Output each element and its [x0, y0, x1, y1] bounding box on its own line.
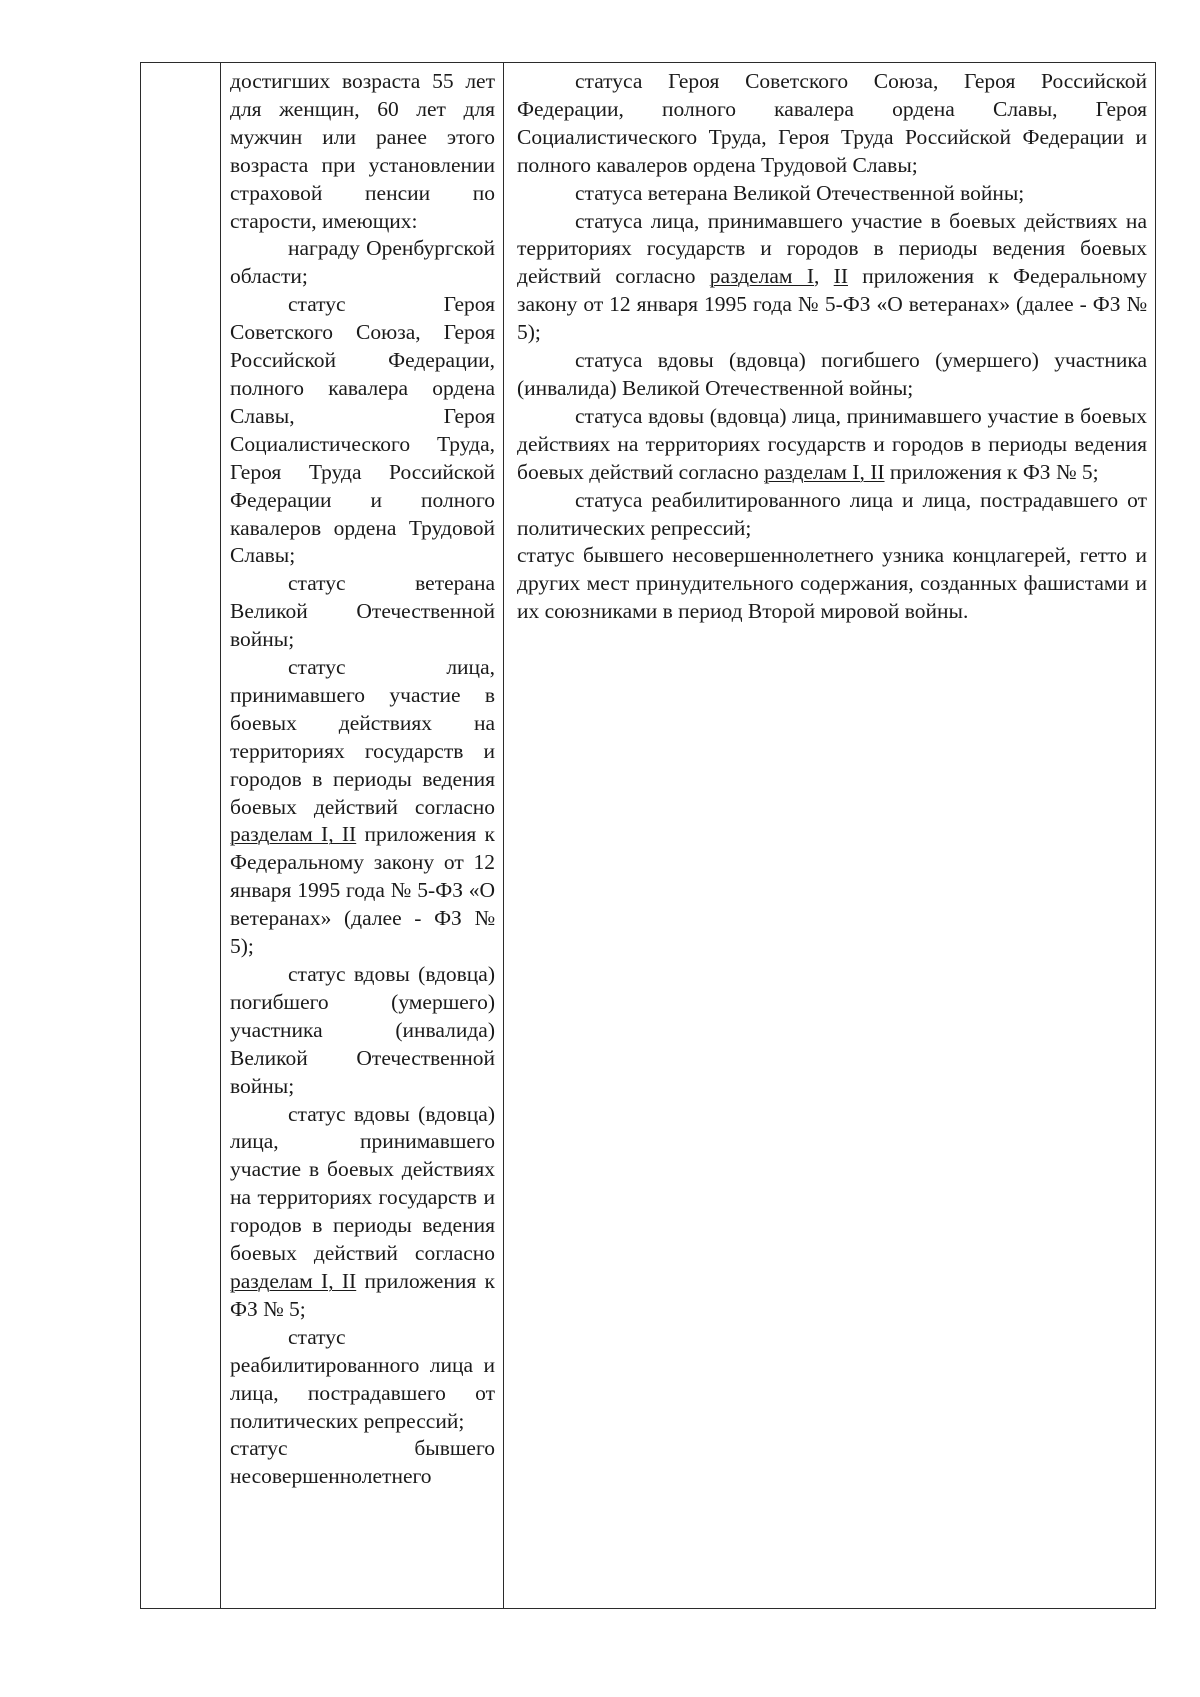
document-table: [140, 62, 1156, 1609]
left-paragraph-widow-wwii: статус вдовы (вдовца) погибшего (умершего) участника (инвалида) Великой Отечественной войны;: [230, 962, 495, 1098]
left-paragraph-widow-combat: статус вдовы (вдовца) лица, принимавшего участие в боевых действиях на территориях государств и городов в периоды ведения боевых действий согласно разделам I, II приложения к ФЗ № 5;: [230, 1101, 495, 1321]
left-paragraph-hero: статус Героя Советского Союза, Героя Российской Федерации, полного кавалера ордена Славы, Героя Социалистического Труда, Героя Труда Российской Федерации и полного кавалеров ордена Трудовой Славы;: [230, 292, 495, 568]
left-paragraph-combat: статус лица, принимавшего участие в боевых действиях на территориях государств и городов в периоды ведения боевых действий согласно разделам I, II приложения к Федеральному закону от 12 января 1995 года № 5-ФЗ «О ветеранах» (далее - ФЗ № 5);: [230, 655, 495, 959]
law-link-section-i[interactable]: разделам I: [709, 264, 814, 289]
law-link-sections[interactable]: разделам I, II: [230, 1268, 357, 1293]
right-paragraph-veteran: статуса ветерана Великой Отечественной войны;: [575, 180, 1025, 205]
right-paragraph-combat: статуса лица, принимавшего участие в боевых действиях на территориях государств и городов в периоды ведения боевых действий согласно разделам I, II приложения к Федеральному закону от 12 января 1995 года № 5-ФЗ «О ветеранах» (далее - ФЗ № 5);: [517, 208, 1147, 345]
left-paragraph-rehabilitated: статус реабилитированного лица и лица, пострадавшего от политических репрессий;: [230, 1324, 495, 1433]
left-paragraph-veteran: статус ветерана Великой Отечественной войны;: [230, 571, 495, 652]
left-paragraph-award: награду Оренбургской области;: [230, 236, 495, 289]
status-column: [504, 63, 1155, 1608]
right-paragraph-prisoner: статус бывшего несовершеннолетнего узника концлагерей, гетто и других мест принудительного содержания, созданных фашистами и их союзниками в период Второй мировой войны.: [517, 543, 1147, 624]
right-paragraph-rehabilitated: статуса реабилитированного лица и лица, пострадавшего от политических репрессий;: [517, 487, 1147, 540]
law-link-section-ii[interactable]: II: [833, 264, 848, 289]
law-link-sections[interactable]: разделам I, II: [764, 459, 885, 484]
right-paragraph-widow-wwii: статуса вдовы (вдовца) погибшего (умершего) участника (инвалида) Великой Отечественной войны;: [517, 348, 1147, 400]
category-column: [221, 63, 504, 1608]
number-column: [141, 63, 221, 1608]
right-paragraph-hero: статуса Героя Советского Союза, Героя Российской Федерации, полного кавалера ордена Славы, Героя Социалистического Труда, Героя Труда Российской Федерации и полного кавалеров ордена Трудовой Славы;: [517, 69, 1147, 177]
law-link-sections[interactable]: разделам I, II: [230, 822, 357, 847]
left-paragraph-intro: достигших возраста 55 лет для женщин, 60 лет для мужчин или ранее этого возраста при установлении страховой пенсии по старости, имеющих:: [230, 69, 495, 233]
right-paragraph-widow-combat: статуса вдовы (вдовца) лица, принимавшего участие в боевых действиях на территориях государств и городов в периоды ведения боевых действий согласно разделам I, II приложения к ФЗ № 5;: [517, 403, 1147, 484]
left-paragraph-prisoner: статус бывшего несовершеннолетнего: [230, 1436, 495, 1489]
